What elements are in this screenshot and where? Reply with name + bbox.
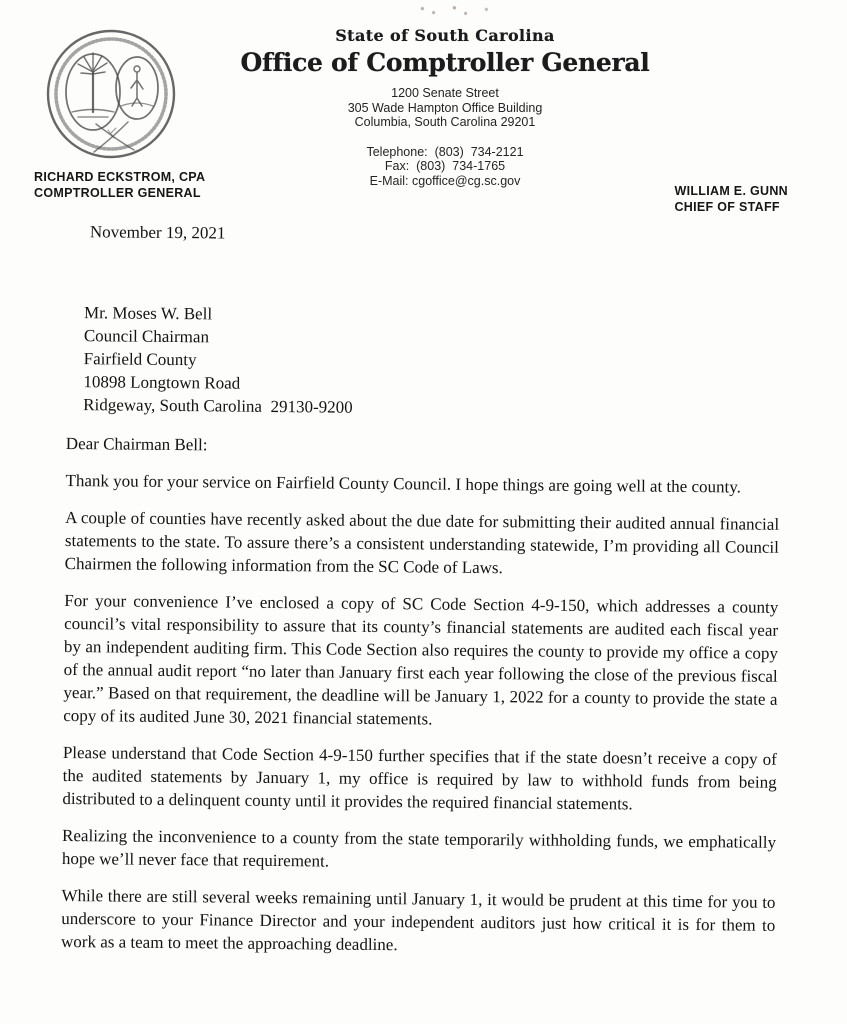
comptroller-name: RICHARD ECKSTROM, CPA: [34, 170, 206, 184]
chief-of-staff-name: WILLIAM E. GUNN: [674, 184, 788, 198]
comptroller-title: COMPTROLLER GENERAL: [34, 185, 201, 200]
chief-of-staff-block: [674, 184, 788, 215]
fax-line: Fax: (803) 734-1765: [384, 159, 506, 173]
paragraph-5: Realizing the inconvenience to a county from the state temporarily withholding funds, we emphatically hope we’ll never face that requirement.: [61, 825, 777, 871]
letter-body: [61, 220, 782, 960]
recipient-city-state-zip: Ridgeway, South Carolina 29130-9200: [83, 395, 353, 417]
office-title: Office of Comptroller General: [240, 48, 650, 77]
address-line: 1200 Senate Street: [391, 86, 499, 100]
paragraph-2: A couple of counties have recently asked about the due date for submitting their audited annual financial statements to the state. To assure there’s a consistent understanding statewide, I’m providing all Council Chairmen the following information from the SC Code of Laws.: [64, 507, 780, 578]
state-line: State of South Carolina: [335, 26, 555, 45]
recipient-title: Council Chairman: [83, 326, 210, 347]
email-line: E-Mail: cgoffice@cg.sc.gov: [369, 173, 521, 188]
comptroller-general-block: [34, 170, 205, 201]
paragraph-4: Please understand that Code Section 4-9-150 further specifies that if the state doesn’t receive a copy of the audited statements by January 1, my office is required by law to withhold funds from being distributed to a delinquent county until it provides the required financial statements.: [62, 742, 777, 814]
office-address: [43, 86, 847, 130]
scan-artifact: [416, 3, 496, 19]
recipient-name: Mr. Moses W. Bell: [84, 303, 213, 324]
paragraph-1: Thank you for your service on Fairfield County Council. I hope things are going well at the county.: [65, 470, 742, 497]
address-line: Columbia, South Carolina 29201: [354, 115, 536, 129]
address-line: 305 Wade Hampton Office Building: [347, 100, 543, 115]
telephone-line: Telephone: (803) 734-2121: [366, 144, 524, 159]
chief-of-staff-title: CHIEF OF STAFF: [674, 199, 780, 214]
paragraph-6: While there are still several weeks remaining until January 1, it would be prudent at this time for you to underscore to your Finance Director and your independent auditors just how critical it is for them to work as a team to meet the approaching deadline.: [60, 885, 776, 955]
letter-date: November 19, 2021: [89, 222, 226, 243]
salutation: Dear Chairman Bell:: [65, 433, 208, 455]
recipient-address-block: [83, 301, 781, 423]
letterhead: [43, 26, 847, 188]
paragraph-3: For your convenience I’ve enclosed a copy of SC Code Section 4-9-150, which addresses a county council’s vital responsibility to assure that its county’s financial statements are audited each fiscal year by an independent auditing firm. This Code Section also requires the county to provide my office a copy of the annual audit report “no later than January first each year following the close of the previous fiscal year.” Based on that requirement, the deadline will be January 1, 2022 for a county to provide the state a copy of its audited June 30, 2021 financial statements.: [63, 590, 779, 729]
recipient-county: Fairfield County: [83, 349, 197, 370]
recipient-street: 10898 Longtown Road: [83, 372, 241, 393]
